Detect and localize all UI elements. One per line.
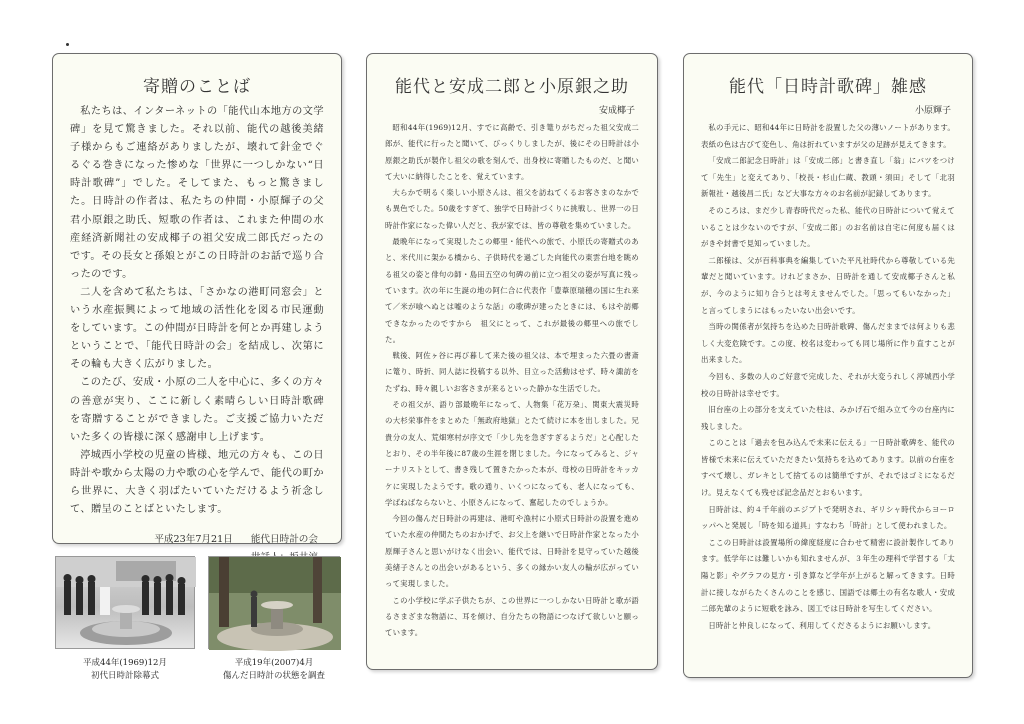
- paragraph: 日時計と仲良しになって、利用してくださるようにお願いします。: [708, 620, 936, 630]
- paragraph: 私の手元に、昭和44年に日時計を設置した父の薄いノートがあります。表紙の色は古びて変色し、角は折れていますが父の足跡が見えてきます。: [701, 123, 955, 149]
- stray-dot: [66, 43, 69, 46]
- caption-line: 初代日時計除幕式: [90, 671, 159, 681]
- photo-unveiling-ceremony: [55, 556, 195, 649]
- paragraph: 旧台座の上の部分を支えていた柱は、みかげ石で組み立て今の台座内に残しました。: [701, 405, 955, 431]
- paragraph: ここの日時計は設置場所の緯度経度に合わせて精密に設計製作してあります。低学年には難しいかも知れませんが、３年生の理科で学習する「太陽と影」やグラフの見方・引き算など学年が上がると解ってきます。日時計に接しながらたくさんのことを感じ、国語では郷土の有名な歌人・安成二郎先輩のように短歌を詠み、図工では日時計を写生してください。: [701, 537, 955, 614]
- photo-damaged-illustration: [209, 557, 341, 650]
- caption-line: 平成44年(1969)12月: [83, 658, 167, 668]
- paragraph: 最晩年になって実現したこの郷里・能代への旅で、小原氏の寄贈式のあと、米代川に架かる橋から、子供時代を過ごした向能代の東雲台地を眺める祖父の姿と俳句の師・島田五空の句碑の前に立つ祖父の姿が写真に残っています。次の年に生誕の地の阿仁合に代表作「豊葦原瑞穂の国に生れ来て／米が喰へぬとは嘘のような話」の歌碑が建ったときには、もはや訪郷できなかったのですから 祖父にとって、これが最後の郷里への旅でした。: [385, 237, 639, 344]
- paragraph: 私たちは、インターネットの「能代山本地方の文学碑」を見て驚きました。それ以前、能代の越後美緒子様からもご連絡がありましたが、壊れて針金でぐるぐる巻きになった惨めな「世界に一つしかない“日時計歌碑”」でした。そしてまた、もっと驚きました。日時計の作者は、私たちの仲間・小原輝子の父君小原銀之助氏、短歌の作者は、これまた仲間の水産経済新聞社の安成椰子の祖父安成二郎氏だったのです。その長女と孫娘とがこの日時計のお話で巡り合ったのです。: [70, 106, 324, 280]
- panel-title: 寄贈のことば: [143, 77, 251, 97]
- panel-body: [701, 120, 955, 634]
- nosiro-yasunari-obara-panel: [366, 53, 658, 670]
- paragraph: 今回の傷んだ日時計の再建は、港町や漁村に小原式日時計の設置を進めていた水産の仲間たちのおかげで、お父上を継いで日時計作家となった小原輝子さんと思いがけなく出会い、能代では、日時計を見守っていた越後美緒子さんとの出会いがあるという、多くの縁かい友人の輪が広がっていって実現しました。: [385, 514, 639, 589]
- paragraph: そのころは、まだ少し青春時代だった私、能代の日時計について覚えていることは少ないのですが、「安成二郎」のお名前は自宅に何度も届くはがきや封書で見知っていました。: [701, 205, 955, 249]
- paragraph: 当時の関係者が気持ちを込めた日時計歌碑、傷んだままでは何よりも悲しく大変危険です。この度、校名は変わっても同じ場所に作り直すことが出来ました。: [701, 322, 955, 365]
- author-name: 安成椰子: [598, 106, 635, 116]
- panel-body: [385, 120, 639, 642]
- paragraph: 二郎様は、父が百科事典を編集していた平凡社時代から尊敬している先輩だと聞いています。けれどまさか、日時計を通して安成椰子さんと私が、今のように知り合うとは考えませんでした。「思ってもいなかった」と言ってしまうにはもったいない出会いです。: [701, 255, 955, 315]
- paragraph: このことは「過去を包み込んで未来に伝える」一日時計歌碑を、能代の皆様で未来に伝えていただきたい気持ちを込めてあります。以前の台座をすべて壊し、ガレキとして捨てるのは簡単ですが、それではゴミになるだけ。見えなくても残せば記念品だとおもいます。: [701, 438, 955, 498]
- paragraph: 渟城西小学校の児童の皆様、地元の方々も、この日時計や歌から太陽の力や歌の心を学んで、能代の町から世界に、大きく羽ばたいていただけるよう祈念して、贈呈のことばといたします。: [70, 449, 324, 516]
- paragraph: 二人を含めて私たちは、「さかなの港町同窓会」という水産振興によって地域の活性化を図る市民運動をしています。この仲間が日時計を何とか再建しようということで、「能代日時計の会」を結成し、次第にその輪も大きく広がりました。: [70, 286, 324, 371]
- paragraph: 「安成二郎記念日時計」は「安成二郎」と書き直し「翁」にバツをつけて「先生」と変えてあり、「校長・杉山仁蔵、教頭・須田」そして「北羽新報社・越後昌二氏」など大事な方々のお名前が記録してあります。: [701, 156, 955, 199]
- paragraph: このたび、安成・小原の二人を中心に、多くの方々の善意が実り、ここに新しく素晴らしい日時計歌碑を寄贈することができました。ご支援ご協力いただいた多くの皆様に深く感謝申し上げます。: [70, 377, 324, 443]
- panel-body: [70, 103, 324, 519]
- paragraph: その祖父が、語り部最晩年になって、人物集「花万朶」、関東大震災時の大杉栄事件をまとめた「無政府地獄」とたて続けに本を出しました。兄貴分の友人、荒畑寒村が序文で「少し先を急ぎすぎるようだ」と心配したとおり、その半年後に87歳の生涯を閉じました。今になってみると、ジャーナリストとして、書き残して置きたかった本が、母校の日時計をキッカケに実現したようです。歌の通り、いくつになっても、老人になっても、学ばねばならないと、小原さんになって、奮起したのでしょうか。: [385, 400, 639, 507]
- paragraph: 日時計は、約４千年前のエジプトで発明され、ギリシャ時代からヨーロッパへと発展し「時を知る道具」すなわち「時計」として使われました。: [701, 504, 955, 531]
- panel-title: 能代と安成二郎と小原銀之助: [395, 77, 629, 97]
- signoff-date: 平成23年7月21日: [154, 534, 233, 546]
- paragraph: 戦後、阿佐ヶ谷に再び暮して来た後の祖父は、本で埋まった六畳の書斎に篭り、時折、同人誌に投稿する以外、目立った活動はせず、時々諏訪をたずね、時々親しいお客さまが来るといった静かな生活でした。: [385, 351, 639, 393]
- panel-title: 能代「日時計歌碑」雑感: [729, 77, 927, 97]
- sundial-poem-monument-panel: [683, 53, 973, 678]
- author-name: 小原輝子: [914, 106, 951, 116]
- paragraph: 昭和44年(1969)12月、すでに高齢で、引き篭りがちだった祖父安成二郎が、能代に行ったと聞いて、びっくりしましたが、後にその日時計は小原銀之助氏が製作し祖父の歌を刻んで、出身校に寄贈したものだ、と聞いて大いに納得したことを、覚えています。: [385, 123, 639, 181]
- photo-caption: [55, 657, 195, 683]
- paragraph: 大らかで明るく楽しい小原さんは、祖父を訪ねてくるお客さまのなかでも異色でした。50歳をすぎて、独学で日時計づくりに挑戦し、世界一の日時計作家になった偉い人だと、我が家では、皆の尊敬を集めていました。: [385, 188, 639, 230]
- photo-damaged-sundial: [208, 556, 340, 649]
- paragraph: この小学校に学ぶ子供たちが、この世界に一つしかない日時計と歌が語るさまざまな物語に、耳を傾け、自分たちの物語につなげて欲しいと願っています。: [385, 595, 639, 638]
- photo-unveiling-illustration: [56, 557, 196, 650]
- caption-line: 傷んだ日時計の状態を調査: [222, 671, 325, 681]
- signoff-org: 能代日時計の会: [250, 534, 318, 546]
- photo-caption: [208, 657, 340, 683]
- paragraph: 今回も、多数の人のご好意で完成した、それが大変うれしく渟城西小学校の日時計は幸せです。: [701, 371, 955, 398]
- caption-line: 平成19年(2007)4月: [234, 658, 314, 668]
- donation-message-panel: [52, 53, 342, 544]
